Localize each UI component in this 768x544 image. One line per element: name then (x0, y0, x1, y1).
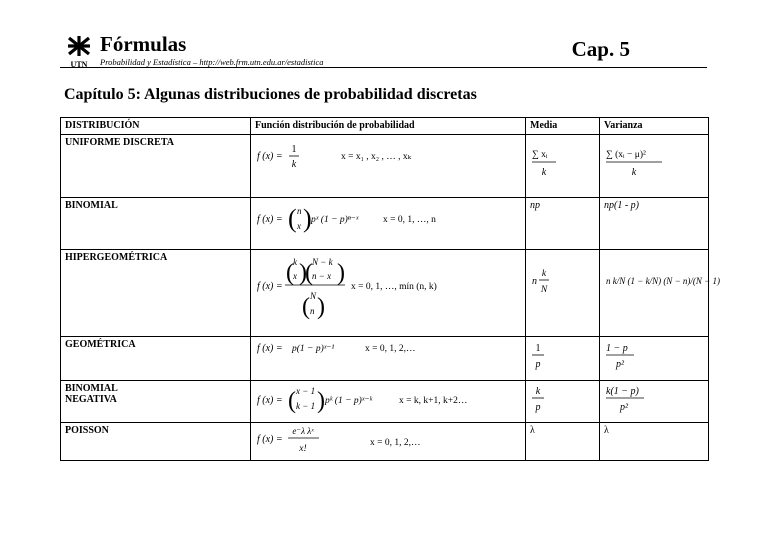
svg-text:(: ( (286, 260, 294, 286)
dist-mean (526, 381, 600, 423)
num2-bot: n − x (312, 271, 332, 281)
f-body: p(1 − p)ˣ⁻¹ (292, 344, 335, 354)
var-geometric (604, 339, 704, 375)
dist-name: HIPERGEOMÉTRICA (61, 250, 251, 337)
mean-geometric (530, 339, 594, 375)
var-num: ∑ (xᵢ − μ)² (606, 150, 646, 160)
dist-variance: λ (600, 423, 709, 461)
svg-text:): ) (317, 388, 325, 414)
doc-title: Fórmulas (100, 32, 187, 56)
binom-bot: x (297, 221, 301, 231)
table-row (61, 337, 709, 381)
doc-subtitle: Probabilidad y Estadística – http://web.frm.utn.edu.ar/estadistica (100, 57, 324, 67)
f-num: 1 (291, 144, 297, 155)
mean-den: k (541, 167, 547, 178)
header-function: Función distribución de probabilidad (251, 118, 526, 135)
mean-negative-binomial (530, 383, 594, 417)
distribution-table (60, 117, 720, 461)
mean-uniform (530, 137, 594, 189)
f-domain: x = 0, 1, 2,… (370, 438, 421, 448)
f-den: k (291, 159, 297, 170)
f-domain: x = x₁ , x₂ , … , xₖ (341, 152, 412, 162)
num1-top: k (293, 257, 297, 267)
dist-variance (600, 381, 709, 423)
formula-poisson (255, 425, 520, 455)
var-negative-binomial (604, 383, 704, 417)
f-domain: x = k, k+1, k+2… (399, 396, 468, 406)
var-uniform (604, 137, 704, 189)
svg-text:): ) (337, 260, 345, 286)
f-prefix: f (x) = (257, 434, 283, 445)
dist-name-line2: NEGATIVA (65, 394, 117, 405)
f-prefix: f (x) = (257, 214, 283, 225)
dist-function (251, 250, 526, 337)
header-mean: Media (526, 118, 600, 135)
num2-top: N − k (312, 257, 333, 267)
f-domain: x = 0, 1, …, n (383, 215, 436, 225)
dist-mean: λ (526, 423, 600, 461)
mean-hypergeometric (530, 252, 594, 312)
svg-text:(: ( (305, 260, 313, 286)
var-formula: n k/N (1 − k/N) (N − n)/(N − 1) (606, 276, 720, 286)
header-distribution: DISTRIBUCIÓN (61, 118, 251, 135)
svg-text:(: ( (288, 204, 297, 233)
mean-num: 1 (535, 343, 541, 354)
formula-geometric (255, 339, 520, 369)
var-den: p² (616, 359, 624, 370)
dist-variance (600, 337, 709, 381)
den-top: N (310, 291, 317, 301)
header-variance: Varianza (600, 118, 709, 135)
table-row (61, 135, 709, 198)
var-den: p² (620, 402, 628, 413)
utn-logo (66, 35, 92, 69)
dist-name: GEOMÉTRICA (61, 337, 251, 381)
svg-text:): ) (317, 294, 325, 320)
dist-function (251, 337, 526, 381)
formula-binomial (255, 200, 520, 242)
table-row (61, 250, 709, 337)
table-row (61, 381, 709, 423)
mean-den: p (535, 402, 541, 413)
f-prefix: f (x) = (257, 343, 283, 354)
dist-name (61, 381, 251, 423)
var-hypergeometric (604, 252, 720, 312)
binom-bot: k − 1 (296, 401, 316, 411)
f-den: x! (299, 444, 307, 454)
dist-function (251, 423, 526, 461)
dist-name: BINOMIAL (61, 198, 251, 250)
binom-top: x − 1 (296, 386, 316, 396)
dist-name-line1: BINOMIAL (65, 383, 118, 394)
f-body: pˣ (1 − p)ⁿ⁻ˣ (311, 215, 359, 225)
dist-mean (526, 337, 600, 381)
section-title: Capítulo 5: Algunas distribuciones de probabilidad discretas (64, 86, 477, 103)
logo-text: UTN (70, 60, 88, 69)
dist-mean: np (526, 198, 600, 250)
dist-function (251, 198, 526, 250)
var-den: k (631, 167, 637, 178)
dist-name: POISSON (61, 423, 251, 461)
mean-den: N (540, 285, 548, 295)
formula-uniform (255, 137, 520, 189)
mean-num: k (535, 386, 541, 397)
dist-function (251, 381, 526, 423)
mean-coef: n (532, 276, 537, 287)
dist-name: UNIFORME DISCRETA (61, 135, 251, 198)
f-prefix: f (x) = (257, 395, 283, 406)
table-row (61, 198, 709, 250)
dist-variance (600, 135, 709, 198)
mean-den: p (535, 359, 541, 370)
var-num: k(1 − p) (606, 386, 639, 397)
f-body: pᵏ (1 − p)ˣ⁻ᵏ (325, 396, 373, 406)
formula-hypergeometric (255, 252, 520, 330)
dist-mean (526, 135, 600, 198)
var-num: 1 − p (606, 343, 628, 354)
dist-variance: np(1 - p) (600, 198, 709, 250)
formula-negative-binomial (255, 383, 520, 417)
header-rule (60, 67, 707, 68)
dist-mean (526, 250, 600, 337)
f-domain: x = 0, 1, …, mín (n, k) (351, 282, 437, 292)
f-num: e⁻λ λˣ (292, 426, 314, 436)
f-prefix: f (x) = (257, 281, 283, 292)
binom-top: n (297, 206, 302, 216)
f-prefix: f (x) = (257, 151, 283, 162)
chapter-tag: Cap. 5 (571, 37, 630, 61)
num1-bot: x (293, 271, 297, 281)
mean-num: k (541, 269, 547, 279)
dist-function (251, 135, 526, 198)
svg-text:(: ( (302, 294, 310, 320)
mean-num: ∑ xᵢ (532, 150, 548, 160)
f-domain: x = 0, 1, 2,… (365, 344, 416, 354)
table-row (61, 423, 709, 461)
den-bot: n (310, 306, 315, 316)
svg-text:): ) (303, 204, 312, 233)
dist-variance (600, 250, 720, 337)
svg-text:): ) (299, 260, 307, 286)
svg-text:(: ( (288, 388, 296, 414)
table-header-row (61, 118, 709, 135)
